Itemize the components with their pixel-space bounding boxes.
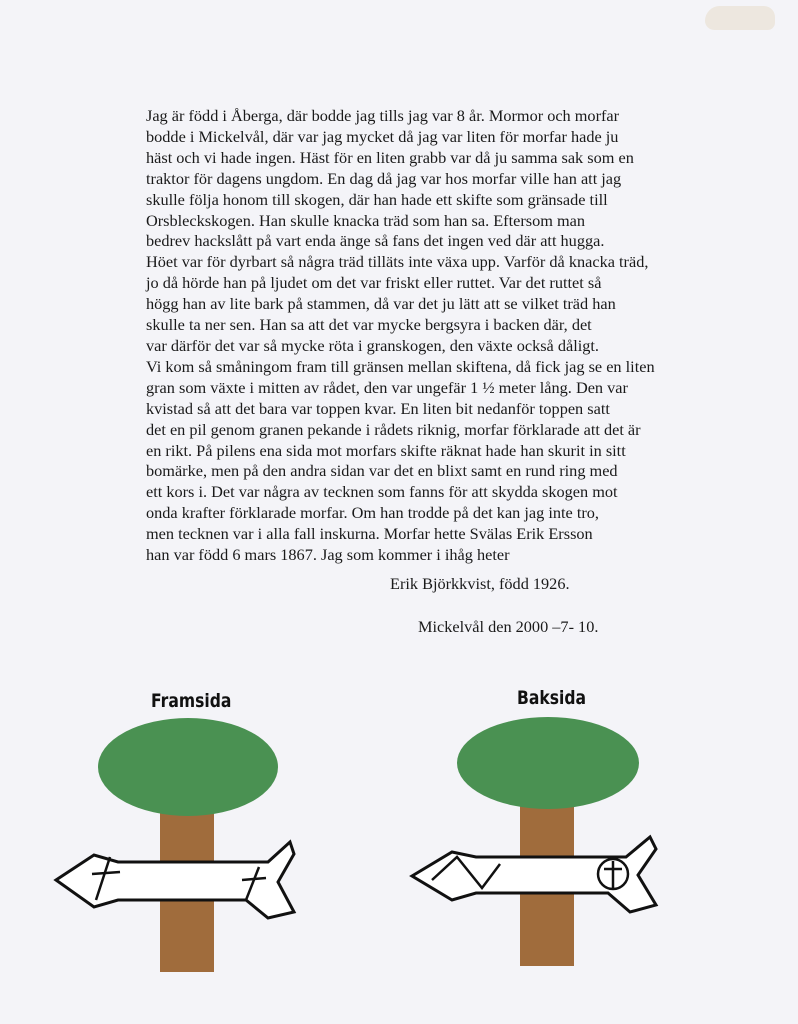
letter-line: kvistad så att det bara var toppen kvar. En liten bit nedanför toppen satt xyxy=(146,398,610,418)
letter-line: Orsbleckskogen. Han skulle knacka träd som han sa. Eftersom man xyxy=(146,210,586,230)
letter-line: häst och vi hade ingen. Häst för en liten grabb var då ju samma sak som en xyxy=(146,147,634,167)
letter-line: gran som växte i mitten av rådet, den var ungefär 1 ½ meter lång. Den var xyxy=(146,377,628,397)
letter-line: skulle ta ner sen. Han sa att det var mycke bergsyra i backen där, det xyxy=(146,315,592,335)
back-caption: Baksida xyxy=(517,687,587,709)
letter-line: bodde i Mickelvål, där var jag mycket då jag var liten för morfar hade ju xyxy=(146,126,619,146)
back-tree xyxy=(412,717,656,966)
letter-line: men tecknen var i alla fall inskurna. Morfar hette Svälas Erik Ersson xyxy=(146,524,593,544)
letter-line: en rikt. På pilens ena sida mot morfars skifte räknat hade han skurit in sitt xyxy=(146,440,626,460)
letter-line: traktor för dagens ungdom. En dag då jag var hos morfar ville han att jag xyxy=(146,168,622,188)
letter-line: han var född 6 mars 1867. Jag som kommer i ihåg heter xyxy=(146,545,510,565)
letter-line: Jag är född i Åberga, där bodde jag tills jag var 8 år. Mormor och morfar xyxy=(146,106,620,125)
front-tree xyxy=(56,718,294,972)
letter-line: bomärke, men på den andra sidan var det en blixt samt en rund ring med xyxy=(146,461,618,481)
letter-line: det en pil genom granen pekande i rådets riknig, morfar förklarade att det är xyxy=(146,419,641,439)
letter-line: onda krafter förklarade morfar. Om han trodde på det kan jag inte tro, xyxy=(146,503,599,523)
back-foliage xyxy=(457,717,639,809)
signature: Erik Björkkvist, född 1926. xyxy=(390,574,570,593)
letter-line: bedrev hackslått på vart enda änge så fans det ingen ved där att hugga. xyxy=(146,231,605,251)
dateline: Mickelvål den 2000 –7- 10. xyxy=(418,617,599,636)
letter-line: skulle följa honom till skogen, där han hade ett skifte som gränsade till xyxy=(146,189,608,209)
front-foliage xyxy=(98,718,278,816)
letter-line: ett kors i. Det var några av tecknen som fanns för att skydda skogen mot xyxy=(146,482,618,502)
letter-line: var därför det var så mycke röta i granskogen, den växte också dåligt. xyxy=(146,335,599,355)
letter-line: Höet var för dyrbart så några träd tilläts inte växa upp. Varför då knacka träd, xyxy=(146,252,649,272)
letter-line: Vi kom så småningom fram till gränsen mellan skiftena, då fick jag se en liten xyxy=(146,356,655,376)
letter-line: jo då hörde han på ljudet om det var friskt eller ruttet. Var det ruttet så xyxy=(146,273,602,293)
letter-line: högg han av lite bark på stammen, då var det ju lätt att se vilket träd han xyxy=(146,294,616,314)
front-caption: Framsida xyxy=(151,690,232,712)
